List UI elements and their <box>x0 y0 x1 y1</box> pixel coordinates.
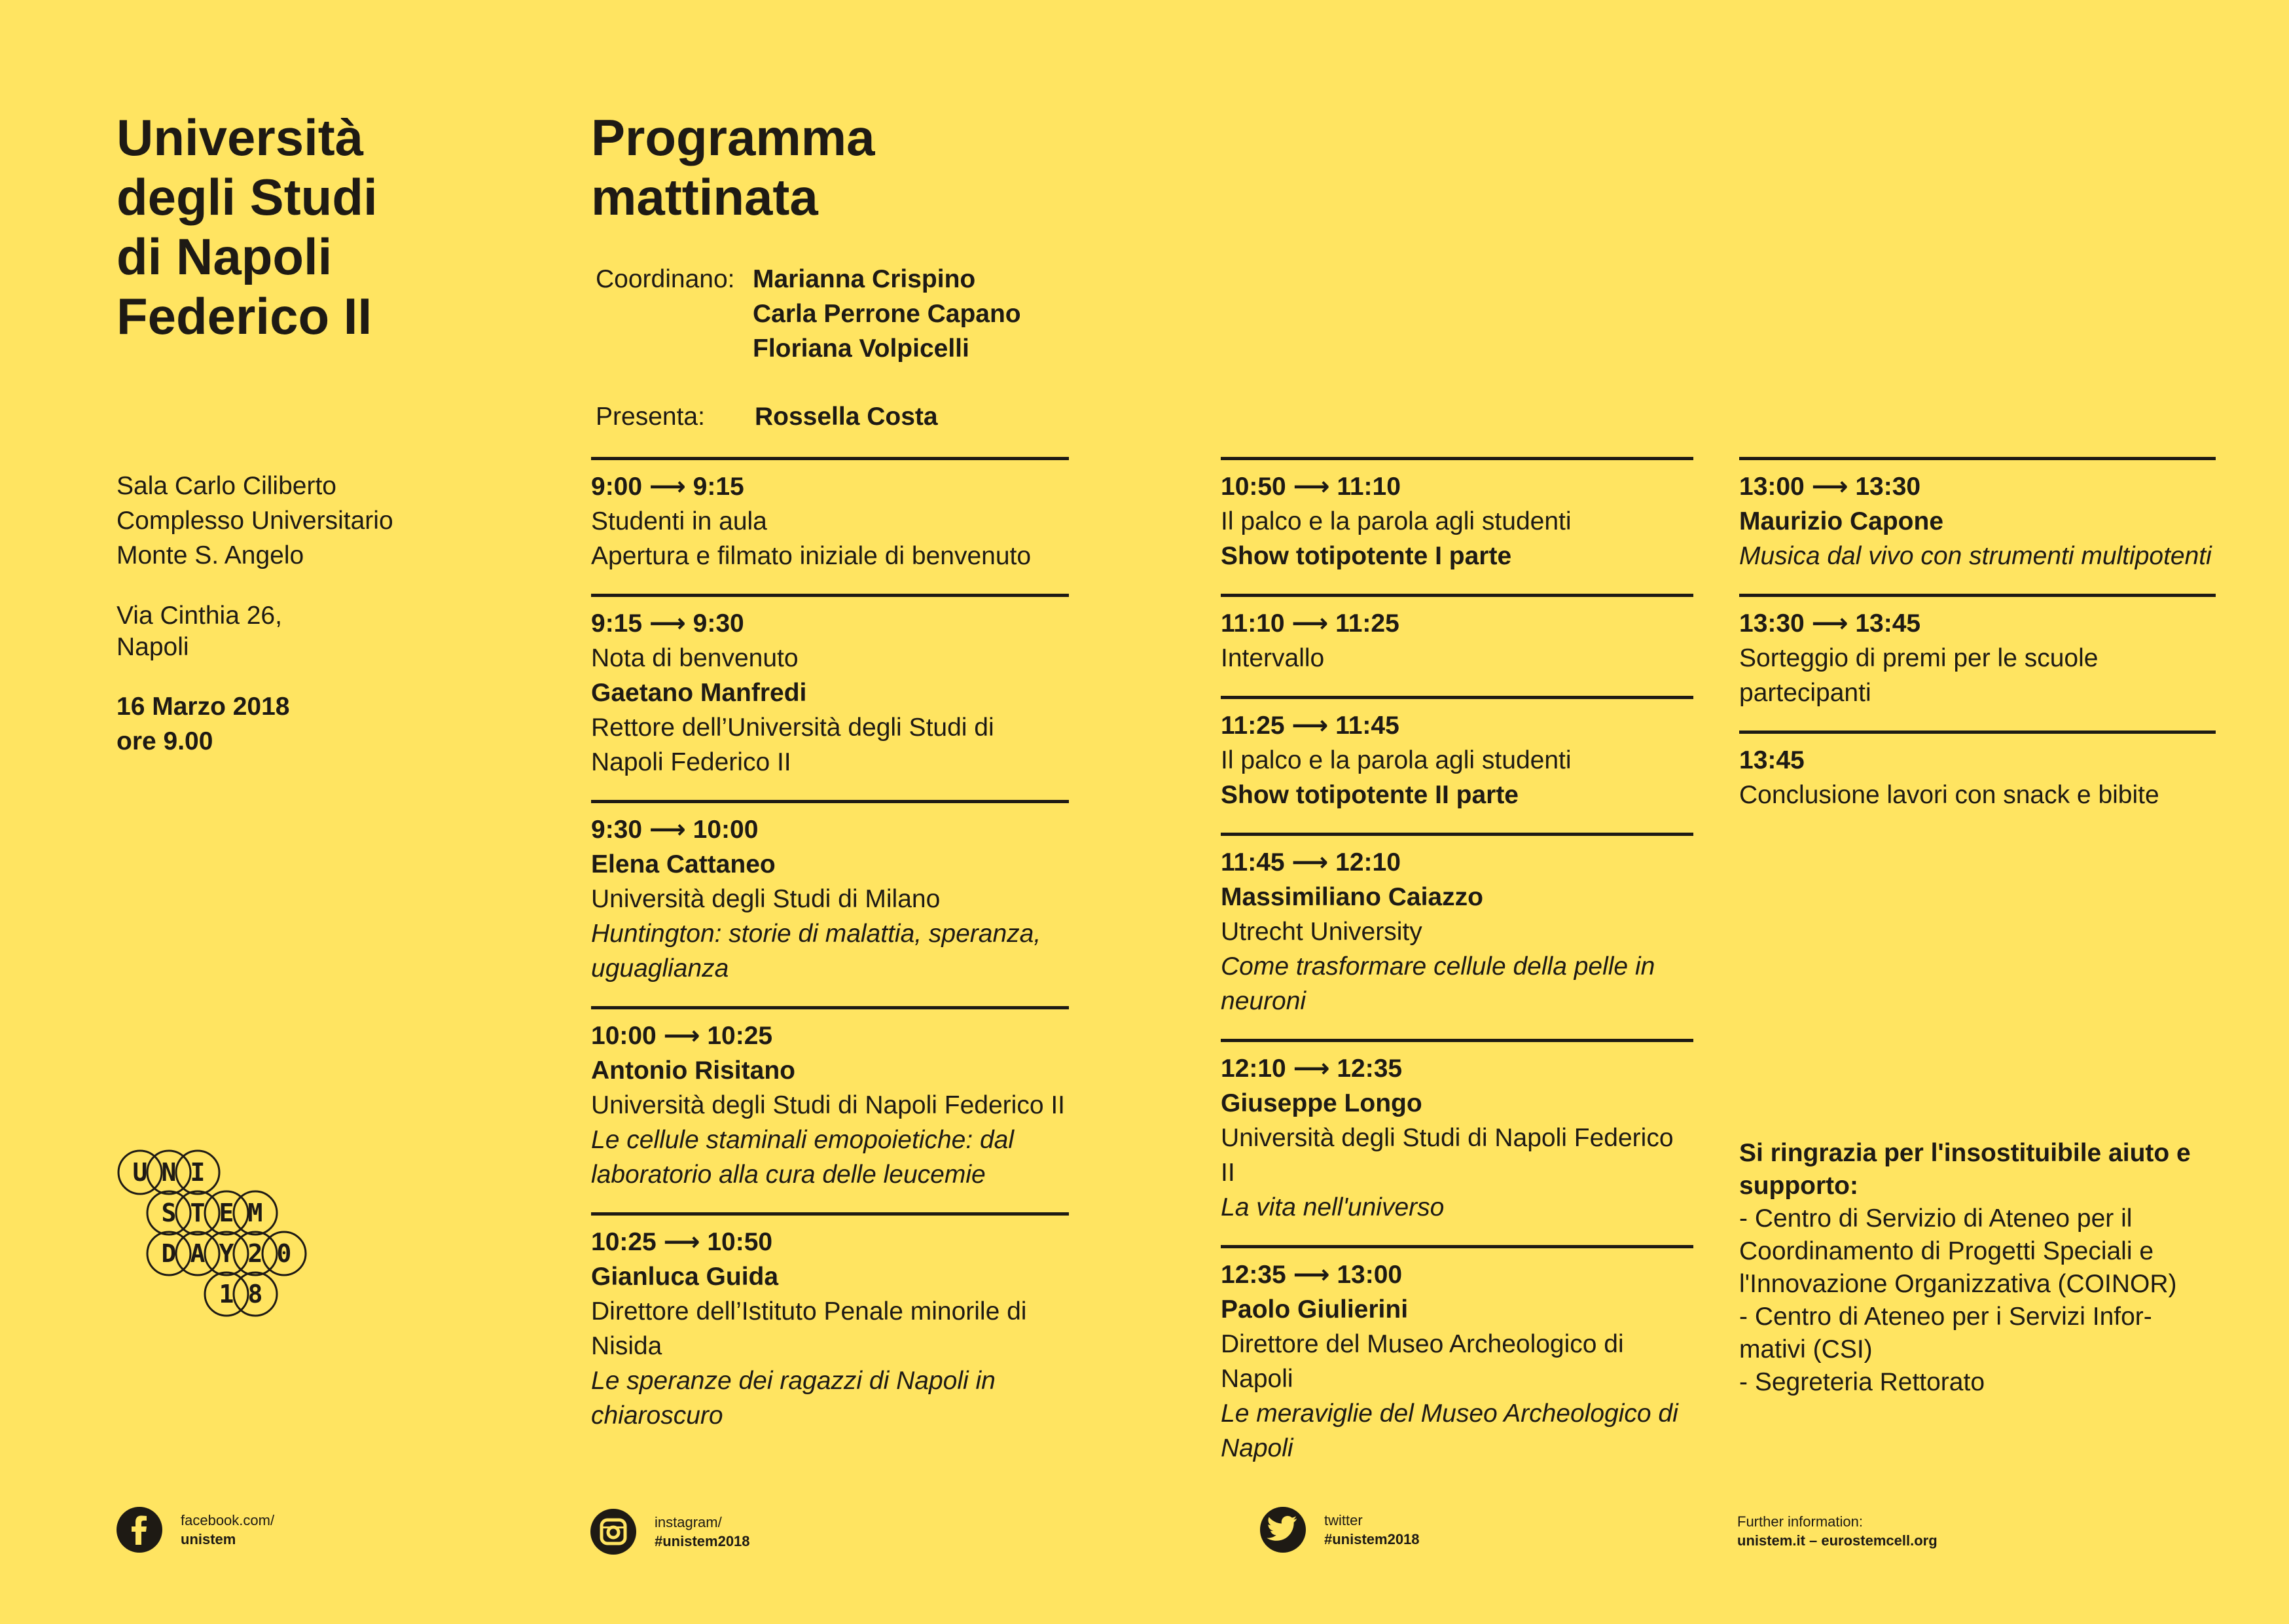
logo-letter <box>147 1232 190 1275</box>
schedule-item <box>1739 457 2216 594</box>
address-line: Via Cinthia 26, <box>117 602 282 630</box>
schedule-time: 9:30 ⟶ 10:00 <box>591 816 759 844</box>
logo-letter <box>118 1151 162 1194</box>
program-title <box>591 108 1180 227</box>
schedule-time: 13:00 ⟶ 13:30 <box>1739 473 1921 501</box>
program-title-line: mattinata <box>591 168 818 226</box>
schedule-item <box>1221 594 1693 696</box>
twitter-handle: #unistem2018 <box>1324 1531 1420 1547</box>
event-date: 16 Marzo 2018 <box>117 693 290 721</box>
event-time: ore 9.00 <box>117 727 213 755</box>
schedule-talk-title: Huntington: storie di malattia, speranza, uguaglianza <box>591 920 1041 983</box>
university-title-line: Federico II <box>117 287 372 345</box>
schedule-description: Nota di benvenuto <box>591 644 799 672</box>
schedule-item <box>1221 696 1693 833</box>
schedule-time: 11:10 ⟶ 11:25 <box>1221 609 1399 638</box>
schedule-column-3 <box>1739 457 2216 833</box>
schedule-speaker: Giuseppe Longo <box>1221 1089 1422 1117</box>
address-line: Napoli <box>117 633 189 661</box>
svg-text:T: T <box>190 1199 206 1227</box>
presenter-label: Presenta: <box>596 403 705 431</box>
coordinator-name: Carla Perrone Capano <box>753 300 1021 328</box>
schedule-description: Direttore del Museo Archeologico di Napoli <box>1221 1330 1624 1393</box>
logo-letter <box>176 1151 219 1194</box>
logo-letter <box>234 1272 277 1316</box>
logo-letter <box>234 1191 277 1235</box>
logo-letter <box>147 1191 190 1235</box>
further-info <box>1737 1512 1938 1550</box>
coordinator-name: Floriana Volpicelli <box>753 334 969 363</box>
twitter-link[interactable] <box>1260 1507 1420 1553</box>
svg-text:U: U <box>132 1158 148 1187</box>
schedule-column-1 <box>591 457 1069 1453</box>
schedule-item <box>591 1006 1069 1212</box>
schedule-talk-title: Musica dal vivo con strumenti multipotenti <box>1739 542 2212 570</box>
venue-info <box>117 469 483 759</box>
schedule-time: 13:45 <box>1739 746 1805 774</box>
schedule-talk-title: Le meraviglie del Museo Archeologico di Napoli <box>1221 1399 1678 1462</box>
schedule-time: 12:10 ⟶ 12:35 <box>1221 1055 1403 1083</box>
schedule-talk-title: Le cellule staminali emopoietiche: dal laboratorio alla cura delle leucemie <box>591 1126 1015 1189</box>
schedule-speaker: Gianluca Guida <box>591 1263 779 1291</box>
schedule-description: Conclusione lavori con snack e bibite <box>1739 781 2159 809</box>
svg-text:2: 2 <box>247 1239 263 1268</box>
schedule-description: Università degli Studi di Napoli Federico II <box>591 1091 1066 1119</box>
svg-text:I: I <box>190 1158 206 1187</box>
facebook-label: facebook.com/ <box>181 1512 275 1528</box>
schedule-description: Il palco e la parola agli studenti <box>1221 746 1572 774</box>
schedule-speaker: Gaetano Manfredi <box>591 679 807 707</box>
acknowledgements <box>1739 1137 2217 1399</box>
svg-text:S: S <box>161 1199 177 1227</box>
coordinators-label: Coordinano: <box>596 265 735 293</box>
schedule-description: Università degli Studi di Milano <box>591 885 941 913</box>
further-info-links[interactable]: unistem.it – eurostemcell.org <box>1737 1532 1938 1549</box>
svg-text:1: 1 <box>219 1280 234 1308</box>
university-title <box>117 108 483 346</box>
instagram-icon <box>590 1509 636 1555</box>
schedule-speaker: Maurizio Capone <box>1739 507 1944 535</box>
venue-line: Complesso Universitario <box>117 507 393 535</box>
schedule-description: Utrecht University <box>1221 918 1422 946</box>
acknowledgement-item: - Centro di Ateneo per i Servizi Infor-mativi (CSI) <box>1739 1303 2152 1363</box>
schedule-item <box>591 800 1069 1006</box>
instagram-handle: #unistem2018 <box>655 1533 750 1549</box>
svg-text:A: A <box>190 1239 206 1268</box>
logo-letter <box>205 1191 248 1235</box>
svg-text:N: N <box>161 1158 177 1187</box>
logo-letter <box>176 1191 219 1235</box>
schedule-description: Rettore dell’Università degli Studi di Napoli Federico II <box>591 713 994 776</box>
presenter <box>596 399 938 434</box>
schedule-item <box>1221 1245 1693 1486</box>
logo-letter <box>205 1232 248 1275</box>
instagram-link[interactable] <box>590 1509 750 1555</box>
schedule-item <box>1221 457 1693 594</box>
twitter-icon <box>1260 1507 1306 1553</box>
schedule-time: 11:25 ⟶ 11:45 <box>1221 712 1399 740</box>
university-title-line: degli Studi <box>117 168 378 226</box>
university-title-line: Università <box>117 109 364 166</box>
unistem-day-logo <box>111 1142 439 1365</box>
schedule-item <box>591 1212 1069 1453</box>
logo-letter <box>234 1232 277 1275</box>
instagram-label: instagram/ <box>655 1514 722 1530</box>
schedule-speaker: Antonio Risitano <box>591 1056 795 1085</box>
schedule-time: 11:45 ⟶ 12:10 <box>1221 848 1401 876</box>
schedule-time: 10:25 ⟶ 10:50 <box>591 1228 773 1256</box>
schedule-item <box>1221 833 1693 1039</box>
twitter-label: twitter <box>1324 1512 1363 1528</box>
university-title-line: di Napoli <box>117 228 333 285</box>
acknowledgements-heading: Si ringrazia per l'insostituibile aiuto e supporto: <box>1739 1139 2191 1200</box>
schedule-speaker: Massimiliano Caiazzo <box>1221 883 1483 911</box>
schedule-speaker: Show totipotente II parte <box>1221 781 1519 809</box>
further-info-label: Further information: <box>1737 1513 1863 1530</box>
schedule-time: 10:50 ⟶ 11:10 <box>1221 473 1401 501</box>
facebook-link[interactable] <box>117 1507 274 1553</box>
schedule-talk-title: Le speranze dei ragazzi di Napoli in chiaroscuro <box>591 1367 996 1430</box>
facebook-icon <box>117 1507 162 1553</box>
schedule-column-2 <box>1221 457 1693 1486</box>
svg-text:0: 0 <box>276 1239 292 1268</box>
schedule-time: 13:30 ⟶ 13:45 <box>1739 609 1921 638</box>
acknowledgement-item: - Segreteria Rettorato <box>1739 1368 1985 1396</box>
venue-line: Monte S. Angelo <box>117 541 304 569</box>
schedule-speaker: Show totipotente I parte <box>1221 542 1512 570</box>
venue-line: Sala Carlo Ciliberto <box>117 472 336 500</box>
schedule-time: 12:35 ⟶ 13:00 <box>1221 1261 1403 1289</box>
schedule-speaker: Elena Cattaneo <box>591 850 776 878</box>
logo-letter <box>147 1151 190 1194</box>
schedule-description: Direttore dell’Istituto Penale minorile di Nisida <box>591 1297 1027 1360</box>
schedule-description: Intervallo <box>1221 644 1325 672</box>
schedule-item <box>1739 731 2216 833</box>
program-title-line: Programma <box>591 109 875 166</box>
schedule-time: 10:00 ⟶ 10:25 <box>591 1022 773 1050</box>
schedule-description: Università degli Studi di Napoli Federico II <box>1221 1124 1674 1187</box>
schedule-item <box>1221 1039 1693 1245</box>
schedule-description: Il palco e la parola agli studenti <box>1221 507 1572 535</box>
logo-letter <box>262 1232 306 1275</box>
svg-text:M: M <box>247 1199 263 1227</box>
logo-letter <box>205 1272 248 1316</box>
facebook-handle: unistem <box>181 1531 236 1547</box>
schedule-time: 9:00 ⟶ 9:15 <box>591 473 744 501</box>
schedule-description: Studenti in aula <box>591 507 767 535</box>
schedule-time: 9:15 ⟶ 9:30 <box>591 609 744 638</box>
schedule-item <box>1739 594 2216 731</box>
coordinator-name: Marianna Crispino <box>753 265 976 293</box>
logo-letter <box>176 1232 219 1275</box>
schedule-item <box>591 594 1069 800</box>
schedule-description: Apertura e filmato iniziale di benvenuto <box>591 542 1032 570</box>
acknowledgement-item: - Centro di Servizio di Ateneo per il Coordinamento di Progetti Speciali e l'Innovazione Organizzativa (COINOR) <box>1739 1204 2177 1298</box>
svg-text:Y: Y <box>219 1239 234 1268</box>
schedule-item <box>591 457 1069 594</box>
presenter-name: Rossella Costa <box>755 403 938 431</box>
schedule-talk-title: Come trasformare cellule della pelle in neuroni <box>1221 952 1655 1015</box>
schedule-description: Sorteggio di premi per le scuole partecipanti <box>1739 644 2099 707</box>
svg-text:8: 8 <box>247 1280 263 1308</box>
svg-text:E: E <box>219 1199 234 1227</box>
svg-text:D: D <box>161 1239 177 1268</box>
schedule-speaker: Paolo Giulierini <box>1221 1295 1409 1324</box>
schedule-talk-title: La vita nell'universo <box>1221 1193 1445 1221</box>
